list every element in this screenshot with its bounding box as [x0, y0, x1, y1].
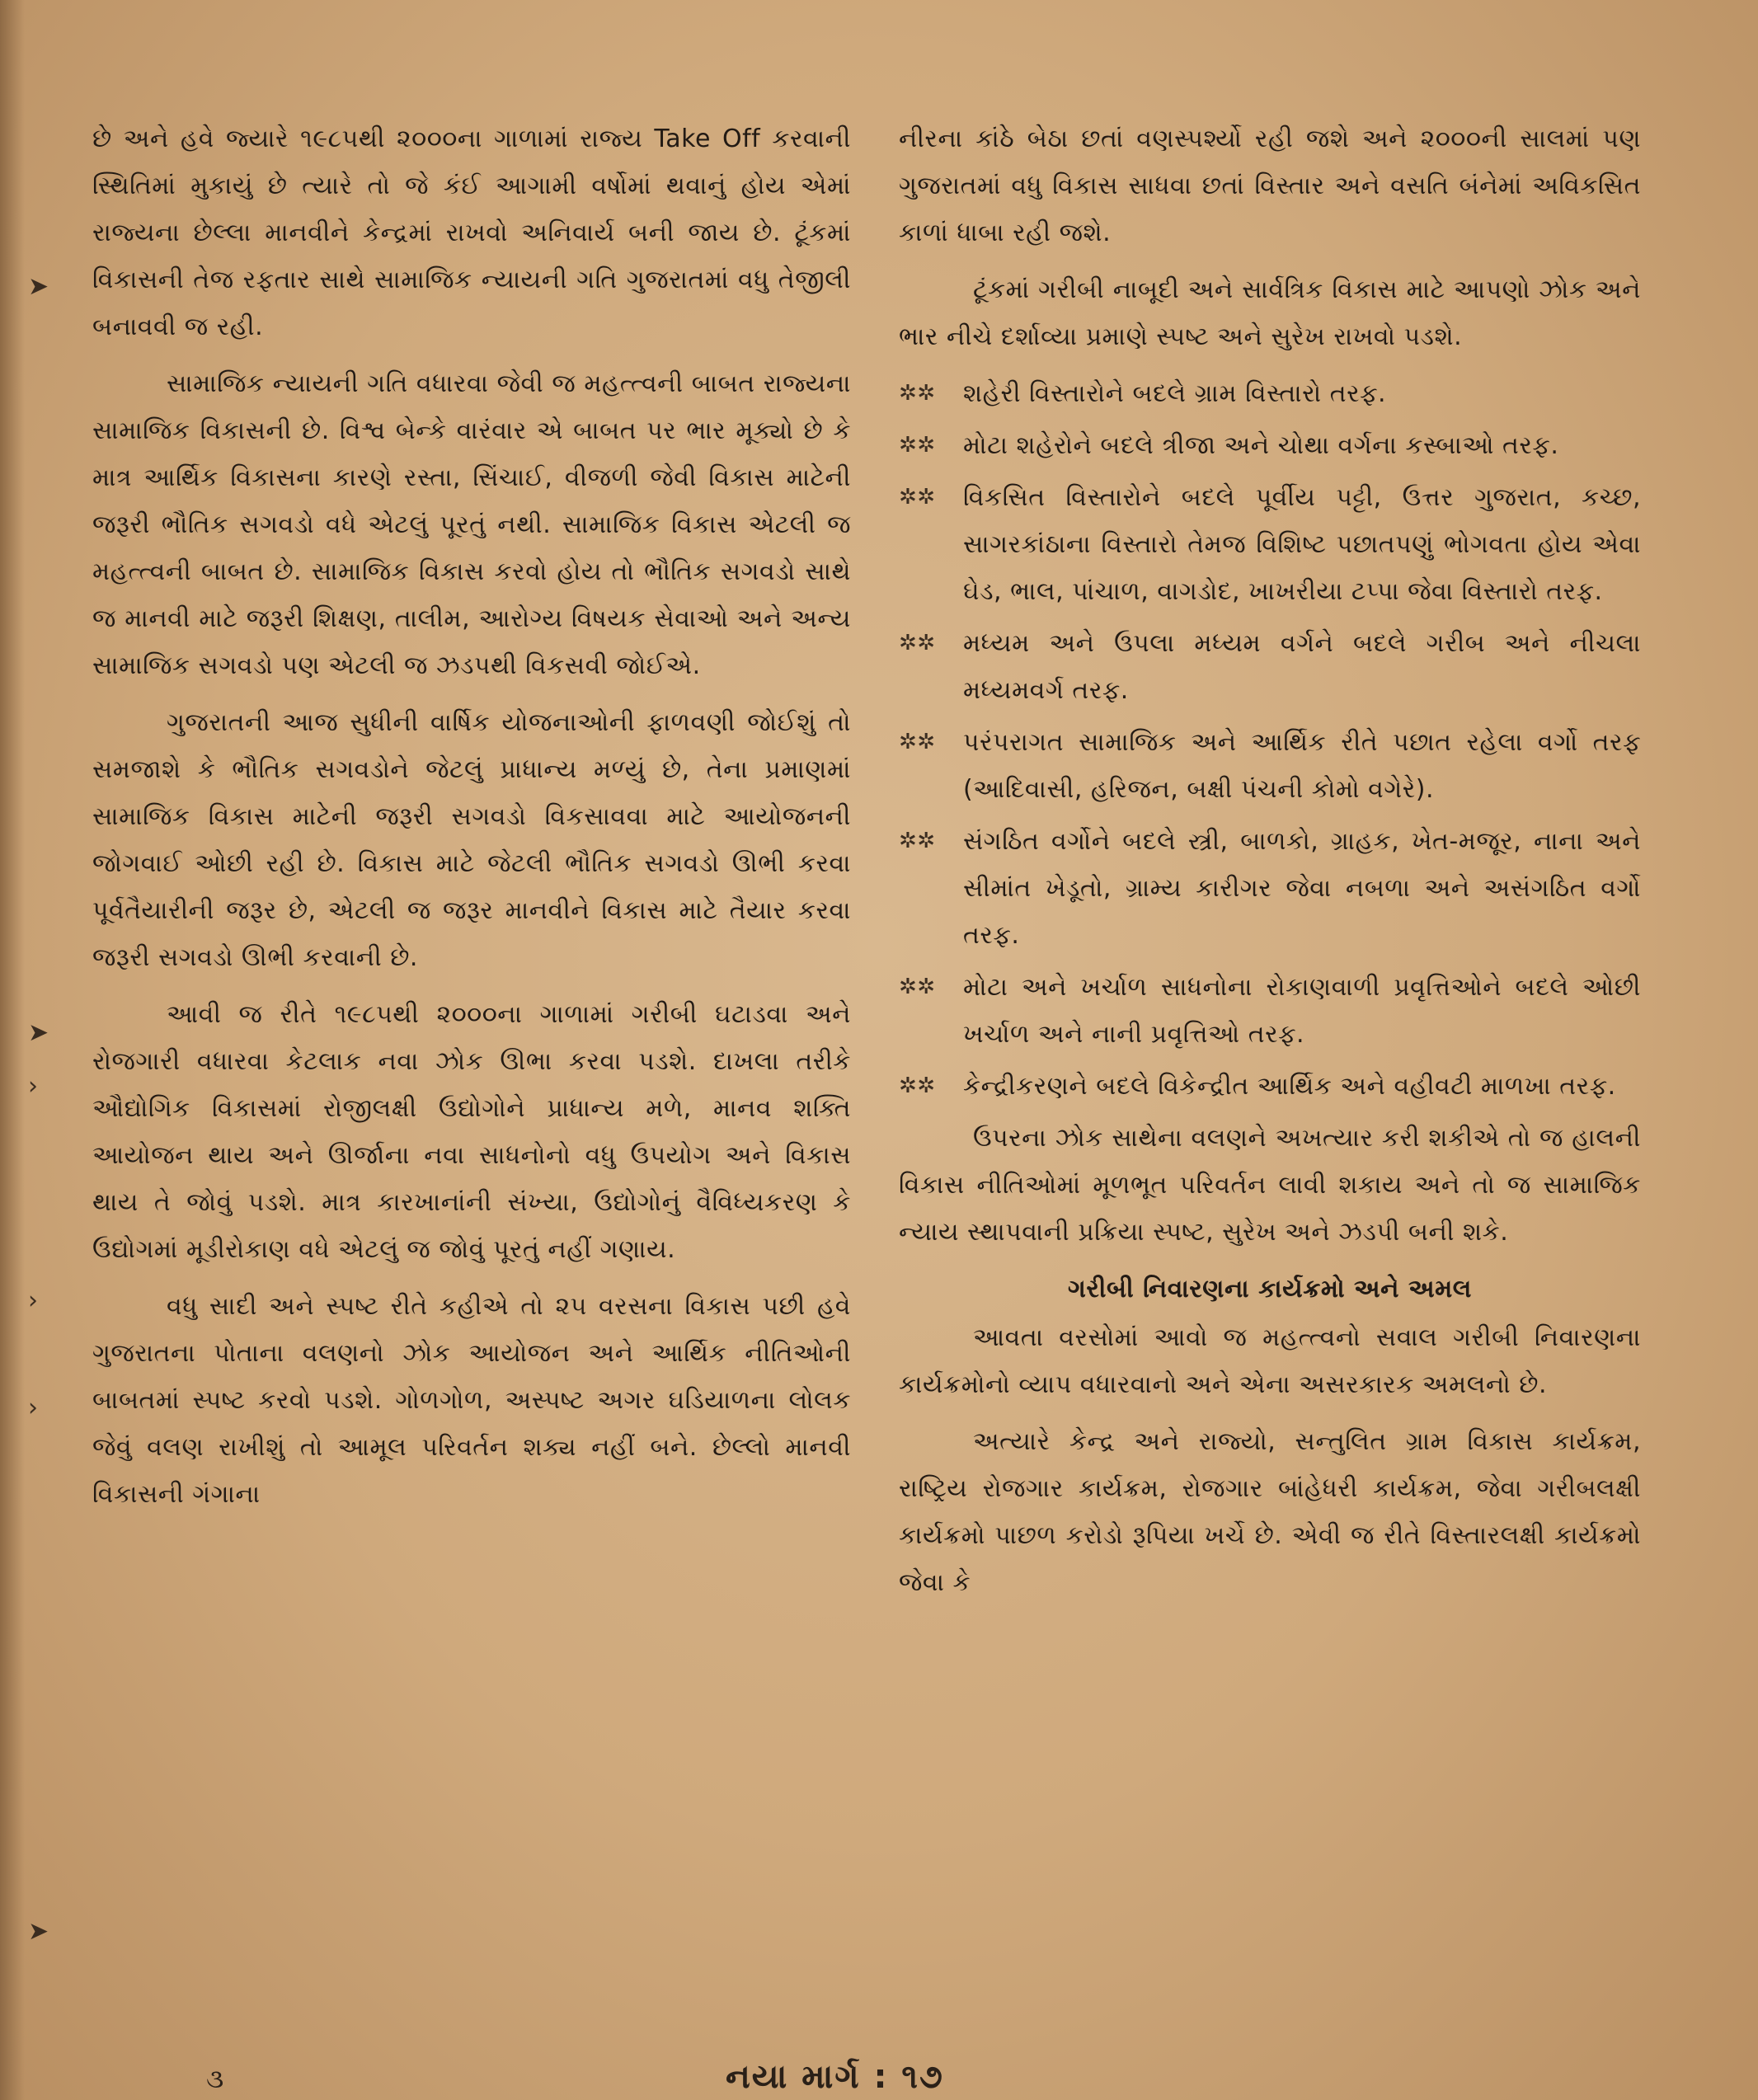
asterisk-icon: ✲✲ — [899, 730, 936, 754]
list-item-text: સંગઠિત વર્ગોને બદલે સ્ત્રી, બાળકો, ગ્રાહક, ખેત-મજૂર, નાના અને સીમાંત ખેડૂતો, ગ્રામ્ય કારીગર જેવા નબળા અને અસંગઠિત વર્ગો તરફ. — [963, 827, 1641, 950]
section-heading: ગરીબી નિવારણના કાર્યક્રમો અને અમલ — [1068, 1275, 1472, 1304]
asterisk-icon: ✲✲ — [899, 433, 936, 458]
left-paragraph-4: આવી જ રીતે ૧૯૮૫થી ૨૦૦૦ના ગાળામાં ગરીબી ઘટાડવા અને રોજગારી વધારવા કેટલાક નવા ઝોક ઊભા કરવા પડશે. દાખલા તરીકે ઔદ્યોગિક વિકાસમાં રોજીલક્ષી ઉદ્યોગોને પ્રાધાન્ય મળે, માનવ શક્તિ આયોજન થાય અને ઊર્જાના નવા સાધનોનો વધુ ઉપયોગ અને વિકાસ થાય તે જોવું પડશે. માત્ર કારખાનાંની સંખ્યા, ઉદ્યોગોનું વૈવિધ્યકરણ કે ઉદ્યોગમાં મૂડીરોકાણ વધે એટલું જ જોવું પૂરતું નહીં ગણાય. — [92, 1000, 851, 1264]
list-item — [899, 422, 1641, 469]
page-edge-shadow — [0, 0, 25, 2100]
list-item — [899, 370, 1641, 417]
footer-mark: ૩ — [206, 2063, 224, 2094]
left-paragraph-5: વધુ સાદી અને સ્પષ્ટ રીતે કહીએ તો ૨૫ વરસના વિકાસ પછી હવે ગુજરાતના પોતાના વલણનો ઝોક આયોજન અને આર્થિક નીતિઓની બાબતમાં સ્પષ્ટ કરવો પડશે. ગોળગોળ, અસ્પષ્ટ અગર ઘડિયાળના લોલક જેવું વલણ રાખીશું તો આમૂલ પરિવર્તન શક્ય નહીં બને. છેલ્લો માનવી વિકાસની ગંગાના — [92, 1292, 851, 1509]
right-column — [899, 115, 1641, 1616]
margin-mark: ➤ — [28, 1018, 49, 1047]
list-item-text: મોટા અને ખર્ચાળ સાધનોના રોકાણવાળી પ્રવૃત્તિઓને બદલે ઓછી ખર્ચાળ અને નાની પ્રવૃત્તિઓ તરફ. — [963, 973, 1641, 1049]
margin-mark: › — [28, 1393, 38, 1422]
list-item-text: મધ્યમ અને ઉપલા મધ્યમ વર્ગને બદલે ગરીબ અને નીચલા મધ્યમવર્ગ તરફ. — [963, 629, 1641, 705]
left-paragraph-2: સામાજિક ન્યાયની ગતિ વધારવા જેવી જ મહત્ત્વની બાબત રાજ્યના સામાજિક વિકાસની છે. વિશ્વ બેન્કે વારંવાર એ બાબત પર ભાર મૂક્યો છે કે માત્ર આર્થિક વિકાસના કારણે રસ્તા, સિંચાઈ, વીજળી જેવી વિકાસ માટેની જરૂરી ભૌતિક સગવડો વધે એટલું પૂરતું નથી. સામાજિક વિકાસ એટલી જ મહત્ત્વની બાબત છે. સામાજિક વિકાસ કરવો હોય તો ભૌતિક સગવડો સાથે જ માનવી માટે જરૂરી શિક્ષણ, તાલીમ, આરોગ્ય વિષયક સેવાઓ અને અન્ય સામાજિક સગવડો પણ એટલી જ ઝડપથી વિકસવી જોઈએ. — [92, 369, 851, 680]
left-column — [92, 115, 851, 1528]
asterisk-icon: ✲✲ — [899, 975, 936, 999]
list-item — [899, 474, 1641, 615]
right-after-list-paragraph: ઉપરના ઝોક સાથેના વલણને અખત્યાર કરી શકીએ તો જ હાલની વિકાસ નીતિઓમાં મૂળભૂત પરિવર્તન લાવી શકાય અને તો જ સામાજિક ન્યાય સ્થાપવાની પ્રક્રિયા સ્પષ્ટ, સુરેખ અને ઝડપી બની શકે. — [899, 1124, 1641, 1247]
list-item — [899, 818, 1641, 959]
list-item-text: મોટા શહેરોને બદલે ત્રીજા અને ચોથા વર્ગના કસ્બાઓ તરફ. — [963, 431, 1559, 460]
right-last-paragraph: અત્યારે કેન્દ્ર અને રાજ્યો, સન્તુલિત ગ્રામ વિકાસ કાર્યક્રમ, રાષ્ટ્રિય રોજગાર કાર્યક્રમ, રોજગાર બાંહેધરી કાર્યક્રમ, જેવા ગરીબલક્ષી કાર્યક્રમો પાછળ કરોડો રૂપિયા ખર્ચે છે. એવી જ રીતે વિસ્તારલક્ષી કાર્યક્રમો જેવા કે — [899, 1427, 1641, 1597]
asterisk-icon: ✲✲ — [899, 1073, 936, 1098]
list-item-text: વિકસિત વિસ્તારોને બદલે પૂર્વીય પટ્ટી, ઉત્તર ગુજરાત, કચ્છ, સાગરકાંઠાના વિસ્તારો તેમજ વિશિષ્ટ પછાતપણું ભોગવતા હોય એવા ઘેડ, ભાલ, પાંચાળ, વાગડોદ, ખાખરીયા ટપ્પા જેવા વિસ્તારો તરફ. — [963, 483, 1641, 606]
list-item — [899, 964, 1641, 1058]
list-item — [899, 719, 1641, 813]
asterisk-icon: ✲✲ — [899, 381, 936, 406]
list-item — [899, 1063, 1641, 1110]
margin-mark: › — [28, 1286, 38, 1315]
asterisk-icon: ✲✲ — [899, 485, 936, 510]
margin-mark: ➤ — [28, 272, 49, 301]
margin-mark: ➤ — [28, 1917, 49, 1946]
asterisk-icon: ✲✲ — [899, 829, 936, 853]
left-paragraph-1: છે અને હવે જ્યારે ૧૯૮૫થી ૨૦૦૦ના ગાળામાં રાજ્ય Take Off કરવાની સ્થિતિમાં મુકાયું છે ત્યારે તો જે કંઈ આગામી વર્ષોમાં થવાનું હોય એમાં રાજ્યના છેલ્લા માનવીને કેન્દ્રમાં રાખવો અનિવાર્ય બની જાય છે. ટૂંકમાં વિકાસની તેજ રફતાર સાથે સામાજિક ન્યાયની ગતિ ગુજરાતમાં વધુ તેજીલી બનાવવી જ રહી. — [92, 124, 851, 341]
list-item-text: પરંપરાગત સામાજિક અને આર્થિક રીતે પછાત રહેલા વર્ગો તરફ (આદિવાસી, હરિજન, બક્ષી પંચની કોમો વગેરે). — [963, 728, 1641, 804]
right-lead-paragraph: ટૂંકમાં ગરીબી નાબૂદી અને સાર્વત્રિક વિકાસ માટે આપણો ઝોક અને ભાર નીચે દર્શાવ્યા પ્રમાણે સ્પષ્ટ અને સુરેખ રાખવો પડશે. — [899, 275, 1641, 351]
list-item-text: શહેરી વિસ્તારોને બદલે ગ્રામ વિસ્તારો તરફ. — [963, 379, 1387, 408]
right-intro-paragraph: નીરના કાંઠે બેઠા છતાં વણસ્પર્શ્યો રહી જશે અને ૨૦૦૦ની સાલમાં પણ ગુજરાતમાં વધુ વિકાસ સાધવા છતાં વિસ્તાર અને વસતિ બંનેમાં અવિકસિત કાળાં ધાબા રહી જશે. — [899, 124, 1641, 247]
left-paragraph-3: ગુજરાતની આજ સુધીની વાર્ષિક યોજનાઓની ફાળવણી જોઈશું તો સમજાશે કે ભૌતિક સગવડોને જેટલું પ્રાધાન્ય મળ્યું છે, તેના પ્રમાણમાં સામાજિક વિકાસ માટેની જરૂરી સગવડો વિકસાવવા માટે આયોજનની જોગવાઈ ઓછી રહી છે. વિકાસ માટે જેટલી ભૌતિક સગવડો ઊભી કરવા પૂર્વતૈયારીની જરૂર છે, એટલી જ જરૂર માનવીને વિકાસ માટે તૈયાર કરવા જરૂરી સગવડો ઊભી કરવાની છે. — [92, 708, 851, 972]
list-item-text: કેન્દ્રીકરણને બદલે વિકેન્દ્રીત આર્થિક અને વહીવટી માળખા તરફ. — [963, 1072, 1616, 1101]
right-heading-paragraph: આવતા વરસોમાં આવો જ મહત્ત્વનો સવાલ ગરીબી નિવારણના કાર્યક્રમોનો વ્યાપ વધારવાનો અને એના અસરકારક અમલનો છે. — [899, 1323, 1641, 1399]
list-item — [899, 620, 1641, 714]
page-footer: નયા માર્ગ : ૧૭ — [726, 2058, 944, 2096]
margin-mark: › — [28, 1072, 38, 1101]
asterisk-icon: ✲✲ — [899, 631, 936, 655]
